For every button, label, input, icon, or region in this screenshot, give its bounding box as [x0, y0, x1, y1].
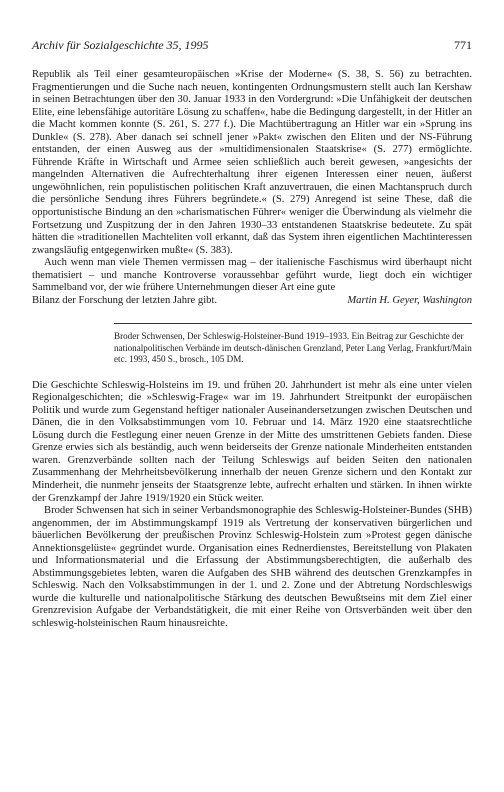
review-paragraph: Auch wenn man viele Themen vermissen mag – der italienische Faschismus wird überhaupt nicht thematisiert – und manche Kontroverse voraussehbar geführt wurde, liegt doch ein wichtiger Sammelband vor, der wie frühere Unternehmungen dieser Art eine gute — [32, 257, 472, 294]
page-number: 771 — [454, 38, 472, 52]
journal-title: Archiv für Sozialgeschichte 35, 1995 — [32, 38, 209, 52]
article-page — [32, 38, 472, 631]
review-paragraph: Die Geschichte Schleswig-Holsteins im 19. und frühen 20. Jahrhundert ist mehr als eine unter vielen Regionalgeschichten; die »Schleswig-Frage« war im 19. Jahrhundert Streitpunkt der europäischen Politik und wurde zum Gegenstand heftiger nationaler Auseinandersetzungen zwischen Deutschen und Dänen, die in den Volksabstimmungen vom 10. Februar und 14. März 1920 eine staatsrechtliche Lösung durch die Festlegung einer neuen Grenze in der Mitte des umstrittenen Gebiets fanden. Diese Grenze erwies sich als beständig, auch wenn beiderseits der Grenze nationale Minderheiten entstanden waren. Grenzverbände sollten nach der Teilung Schleswigs auf beiden Seiten den nationalen Zusammenhang der Mehrheitsbevölkerung innerhalb der neuen Grenze sichern und den Kontakt zur Minderheit, die nunmehr jenseits der Staatsgrenze lebte, aufrecht erhalten und stärken. In ihnen wirkte der Grenzkampf der Jahre 1919/1920 ein Stück weiter. — [32, 379, 472, 504]
citation-divider — [114, 323, 472, 324]
closing-line — [32, 295, 472, 308]
book-citation: Broder Schwensen, Der Schleswig-Holsteiner-Bund 1919–1933. Ein Beitrag zur Geschichte der nationalpolitischen Verbände im deutsch-dänischen Grenzland, Peter Lang Verlag, Frankfurt/Main etc. 1993, 450 S., brosch., 105 DM. — [114, 331, 472, 365]
running-header — [32, 38, 472, 53]
reviewer-signature: Martin H. Geyer, Washington — [347, 294, 472, 306]
closing-text: Bilanz der Forschung der letzten Jahre gibt. — [32, 294, 218, 306]
first-review — [32, 69, 472, 307]
book-citation-block — [114, 323, 472, 365]
review-paragraph: Republik als Teil einer gesamteuropäischen »Krise der Moderne« (S. 38, S. 56) zu betrachten. Fragmentierungen und die Suche nach neuen, kontingenten Ordnungsmustern stellt auch Ian Kershaw in seinen Betrachtungen über den 30. Januar 1933 in den Vordergrund: »Die Unfähigkeit der deutschen Elite, eine lebensfähige autoritäre Lösung zu schaffen«, habe die Bedingung dargestellt, in der Hitler an die Macht kommen konnte (S. 261, S. 277 f.). Die Machtübertragung an Hitler war ein »Sprung ins Dunkle« (S. 278). Aber danach sei schnell jener »Pakt« zwischen den Eliten und der NS-Führung entstanden, der einen Ausweg aus der »multidimensionalen Staatskrise« (S. 277) ermöglichte. Führende Kräfte in Wirtschaft und Armee seien schließlich auch bereit gewesen, »angesichts der mangelnden Alternativen die Aufrechterhaltung ihrer eigenen Interessen einer neuen, äußerst ungewöhnlichen, rein populistischen politischen Kraft anzuvertrauen, die einen Machtanspruch durch die persönliche Sendung ihres Führers begründete.« (S. 279) Anregend ist seine These, daß die opportunistische Bindung an den »charismatischen Führer« weniger die Überwindung als vielmehr die Fortsetzung und Zuspitzung der in den Jahren 1930–33 entstandenen Staatskrise bedeutete. Zu spät hätten die »traditionellen Machteliten voll erkannt, daß das System ihren eigentlichen Machtinteressen zwangsläufig entgegenwirken mußte« (S. 383). — [32, 69, 472, 256]
review-paragraph: Broder Schwensen hat sich in seiner Verbandsmonographie des Schleswig-Holsteiner-Bundes (SHB) angenommen, der im Abstimmungskampf 1919 als Vertretung der konservativen bürgerlichen und bäuerlichen Bevölkerung der preußischen Provinz Schleswig-Holstein zum »Protest gegen dänische Annektionsgelüste« gegründet wurde. Organisation eines Rednerdienstes, Bereitstellung von Plakaten und Informationsmaterial und die Erfassung der Abstimmungsberechtigten, die außerhalb des Abstimmungsgebietes lebten, waren die Aufgaben des SHB während des deutschen Grenzkampfes in Schleswig. Nach den Volksabstimmungen in der 1. und 2. Zone und der Abtretung Nordschleswigs wurde die kulturelle und nationalpolitische Stärkung des deutschen Bewußtseins mit dem Ziel einer Grenzrevision Aufgabe der Verbandstätigkeit, die mit einer Reihe von Ortsverbänden weit über den schleswig-holsteinischen Raum hinausreichte. — [32, 505, 472, 629]
second-review — [32, 380, 472, 631]
